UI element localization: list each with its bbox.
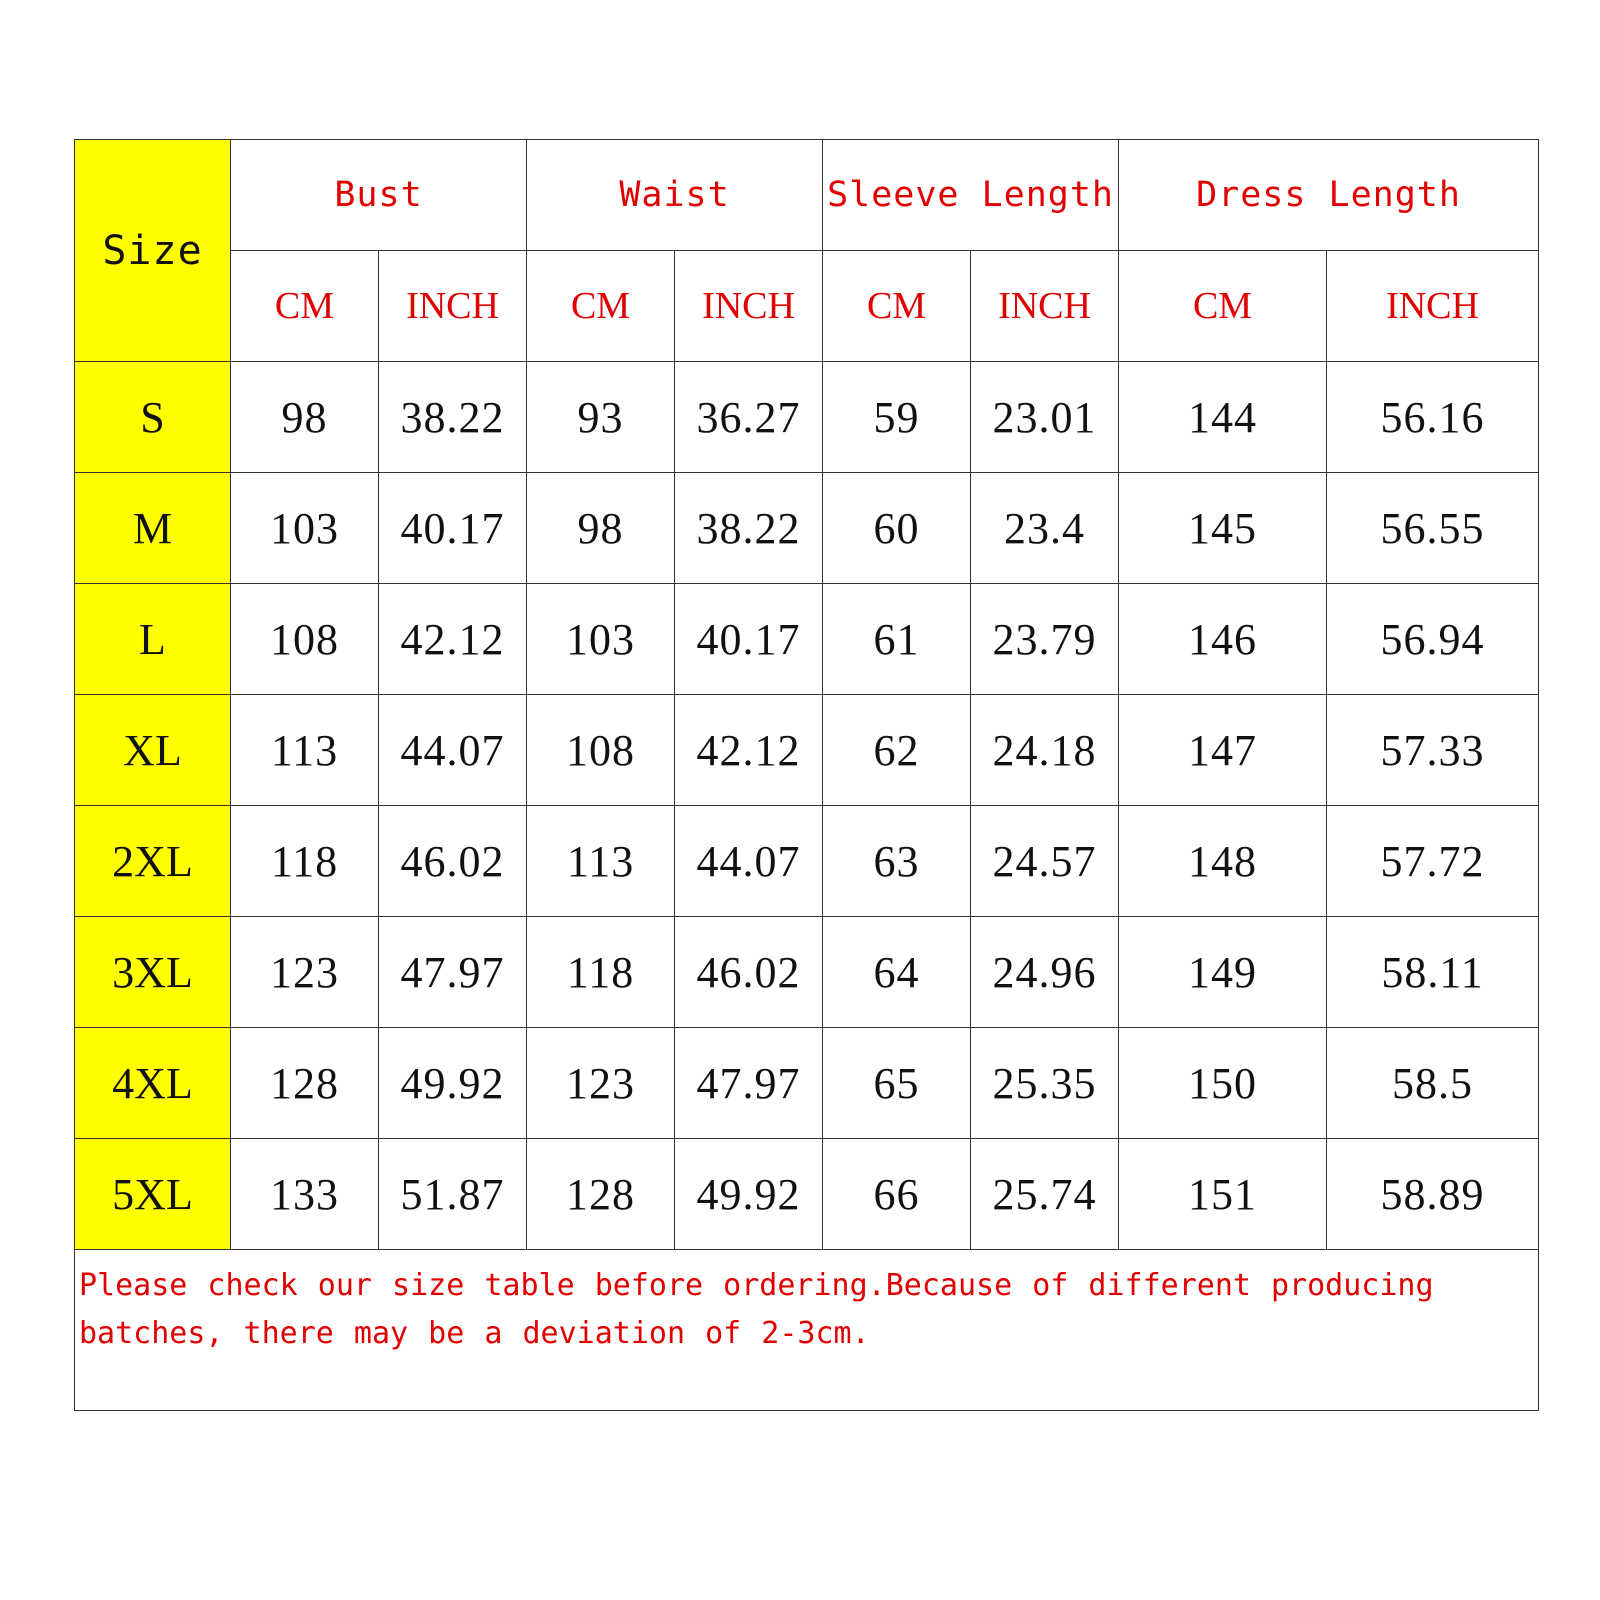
sleeve-cm-value: 62	[823, 695, 971, 806]
waist-inch-value: 40.17	[675, 584, 823, 695]
dress-inch-value: 57.72	[1327, 806, 1539, 917]
bust-cm-value: 118	[231, 806, 379, 917]
size-label: 2XL	[75, 806, 231, 917]
dress-inch-value: 58.11	[1327, 917, 1539, 1028]
bust-cm-value: 133	[231, 1139, 379, 1250]
bust-inch-value: 51.87	[379, 1139, 527, 1250]
waist-cm-value: 108	[527, 695, 675, 806]
sleeve-inch-value: 25.74	[971, 1139, 1119, 1250]
dress-inch-value: 57.33	[1327, 695, 1539, 806]
table-row	[75, 1028, 1539, 1139]
sleeve-inch-value: 23.4	[971, 473, 1119, 584]
waist-inch-header: INCH	[675, 251, 823, 362]
sleeve-cm-value: 61	[823, 584, 971, 695]
waist-cm-value: 118	[527, 917, 675, 1028]
bust-inch-header: INCH	[379, 251, 527, 362]
bust-inch-value: 47.97	[379, 917, 527, 1028]
dress-inch-value: 56.16	[1327, 362, 1539, 473]
bust-inch-value: 42.12	[379, 584, 527, 695]
table-row	[75, 362, 1539, 473]
dress-cm-value: 150	[1119, 1028, 1327, 1139]
table-row	[75, 584, 1539, 695]
size-label: 4XL	[75, 1028, 231, 1139]
waist-header: Waist	[527, 140, 823, 251]
group-header-row	[75, 140, 1539, 251]
sleeve-inch-value: 24.96	[971, 917, 1119, 1028]
sleeve-inch-value: 25.35	[971, 1028, 1119, 1139]
sleeve-inch-value: 24.18	[971, 695, 1119, 806]
bust-header: Bust	[231, 140, 527, 251]
waist-inch-value: 49.92	[675, 1139, 823, 1250]
waist-cm-value: 98	[527, 473, 675, 584]
bust-inch-value: 40.17	[379, 473, 527, 584]
waist-inch-value: 36.27	[675, 362, 823, 473]
waist-inch-value: 38.22	[675, 473, 823, 584]
bust-cm-value: 103	[231, 473, 379, 584]
dress-inch-value: 56.55	[1327, 473, 1539, 584]
sleeve-cm-value: 60	[823, 473, 971, 584]
size-label: M	[75, 473, 231, 584]
waist-inch-value: 42.12	[675, 695, 823, 806]
dress-cm-value: 151	[1119, 1139, 1327, 1250]
sleeve-length-header: Sleeve Length	[823, 140, 1119, 251]
sleeve-inch-value: 24.57	[971, 806, 1119, 917]
waist-inch-value: 47.97	[675, 1028, 823, 1139]
bust-inch-value: 46.02	[379, 806, 527, 917]
bust-cm-value: 113	[231, 695, 379, 806]
sleeve-inch-header: INCH	[971, 251, 1119, 362]
waist-cm-header: CM	[527, 251, 675, 362]
bust-cm-value: 123	[231, 917, 379, 1028]
table-row	[75, 473, 1539, 584]
table-row	[75, 806, 1539, 917]
dress-cm-value: 144	[1119, 362, 1327, 473]
sleeve-inch-value: 23.79	[971, 584, 1119, 695]
dress-cm-value: 148	[1119, 806, 1327, 917]
size-column-header: Size	[75, 140, 231, 362]
size-label: L	[75, 584, 231, 695]
size-label: XL	[75, 695, 231, 806]
table-row	[75, 695, 1539, 806]
dress-cm-header: CM	[1119, 251, 1327, 362]
table-row	[75, 1139, 1539, 1250]
dress-cm-value: 147	[1119, 695, 1327, 806]
waist-inch-value: 46.02	[675, 917, 823, 1028]
size-chart-table	[74, 139, 1539, 1411]
bust-cm-value: 128	[231, 1028, 379, 1139]
bust-cm-value: 98	[231, 362, 379, 473]
waist-cm-value: 123	[527, 1028, 675, 1139]
size-label: 3XL	[75, 917, 231, 1028]
dress-inch-value: 58.89	[1327, 1139, 1539, 1250]
waist-cm-value: 113	[527, 806, 675, 917]
note-cell	[75, 1250, 1539, 1411]
sleeve-cm-value: 59	[823, 362, 971, 473]
dress-cm-value: 149	[1119, 917, 1327, 1028]
dress-inch-value: 58.5	[1327, 1028, 1539, 1139]
dress-inch-value: 56.94	[1327, 584, 1539, 695]
bust-inch-value: 38.22	[379, 362, 527, 473]
sleeve-cm-value: 64	[823, 917, 971, 1028]
bust-inch-value: 44.07	[379, 695, 527, 806]
sleeve-cm-value: 65	[823, 1028, 971, 1139]
size-label: S	[75, 362, 231, 473]
size-label: 5XL	[75, 1139, 231, 1250]
bust-inch-value: 49.92	[379, 1028, 527, 1139]
waist-cm-value: 128	[527, 1139, 675, 1250]
dress-cm-value: 146	[1119, 584, 1327, 695]
table-row	[75, 917, 1539, 1028]
dress-cm-value: 145	[1119, 473, 1327, 584]
waist-cm-value: 93	[527, 362, 675, 473]
waist-cm-value: 103	[527, 584, 675, 695]
bust-cm-header: CM	[231, 251, 379, 362]
bust-cm-value: 108	[231, 584, 379, 695]
sleeve-cm-header: CM	[823, 251, 971, 362]
note-row	[75, 1250, 1539, 1411]
waist-inch-value: 44.07	[675, 806, 823, 917]
sleeve-cm-value: 63	[823, 806, 971, 917]
dress-length-header: Dress Length	[1119, 140, 1539, 251]
unit-header-row	[75, 251, 1539, 362]
dress-inch-header: INCH	[1327, 251, 1539, 362]
size-deviation-note: Please check our size table before ordering.Because of different producing batches, there may be a deviation of 2-3cm.	[79, 1268, 1434, 1351]
sleeve-inch-value: 23.01	[971, 362, 1119, 473]
sleeve-cm-value: 66	[823, 1139, 971, 1250]
